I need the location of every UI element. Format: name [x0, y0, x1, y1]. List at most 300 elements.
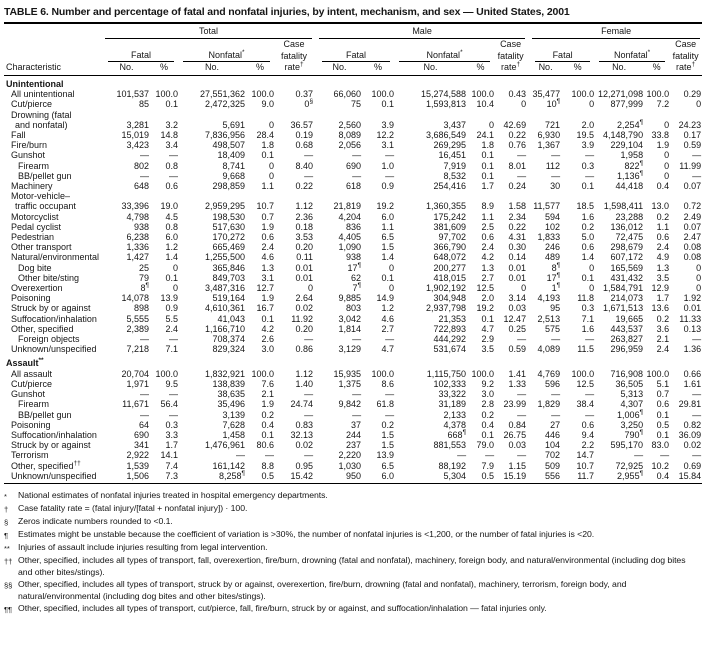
value-cell: 3,686,549	[426, 130, 467, 141]
value-cell: 3,129	[338, 344, 362, 355]
value-cell: 0	[664, 150, 670, 161]
value-cell: 66,060	[333, 89, 362, 100]
value-cell: 19.5	[576, 130, 595, 141]
value-cell: 665,469	[212, 242, 245, 253]
row-label: Overexertion	[11, 283, 63, 294]
footnote	[4, 542, 702, 555]
value-cell: 648,072	[433, 252, 467, 263]
row-label: Other, specified	[11, 323, 74, 334]
value-cell	[275, 76, 314, 90]
value-cell: 14.9	[376, 293, 395, 304]
fatal-label: Fatal	[535, 50, 590, 62]
value-cell	[644, 110, 670, 120]
value-cell: 3.3	[165, 429, 178, 440]
value-cell: —	[169, 389, 178, 400]
value-cell: 100.0	[371, 368, 395, 379]
value-cell: 3.14	[508, 293, 527, 304]
value-cell: —	[551, 170, 561, 181]
value-cell: 803	[346, 303, 362, 314]
row-label: BB/pellet gun	[18, 409, 72, 420]
row-label: Pedestrian	[11, 232, 55, 243]
value-cell: 0.7	[656, 389, 670, 400]
value-cell: 1,006¶	[617, 408, 644, 420]
value-cell: 100.0	[471, 368, 495, 379]
value-cell: —	[352, 334, 362, 345]
value-cell: 79	[138, 272, 149, 283]
footnote-symbol: †	[4, 505, 9, 515]
row-label: Machinery	[11, 181, 53, 192]
value-cell: 0.29	[683, 89, 702, 100]
value-cell: 100.0	[155, 89, 178, 100]
value-cell: 0.7	[261, 211, 274, 222]
value-cell: 12.5	[576, 378, 595, 389]
value-cell: 1.40	[295, 378, 314, 389]
value-cell: 4,769	[537, 368, 561, 379]
value-cell: 4.31	[508, 232, 527, 243]
value-cell: 0.3	[165, 419, 178, 430]
value-cell: 229,104	[610, 140, 644, 151]
value-cell: 1,458	[222, 429, 245, 440]
value-cell: 56.4	[160, 399, 178, 410]
value-cell: 0	[489, 119, 495, 130]
value-cell	[495, 110, 527, 120]
value-cell	[318, 191, 362, 201]
value-cell	[395, 191, 467, 201]
value-cell: 0	[589, 99, 595, 110]
value-cell: 27,551,362	[199, 89, 245, 100]
value-cell: 708,374	[212, 334, 245, 345]
value-cell	[670, 191, 702, 201]
value-cell: 0.01	[508, 272, 527, 283]
value-cell: 9,885	[338, 293, 362, 304]
value-cell: 1.36	[683, 344, 702, 355]
value-cell: 3.6	[656, 323, 670, 334]
footnote-symbol: ††	[4, 557, 13, 567]
value-cell: 170,272	[212, 232, 245, 243]
value-cell: 0	[389, 262, 395, 273]
value-cell: 556	[531, 471, 561, 484]
footnote-text: Zeros indicate numbers rounded to <0.1.	[18, 516, 173, 527]
value-cell: 2,922	[126, 450, 149, 461]
value-cell: 2,955¶	[595, 471, 644, 484]
value-cell: 2.4	[481, 242, 495, 253]
value-cell	[595, 191, 644, 201]
table-row	[4, 99, 702, 109]
value-cell: 0.2	[261, 409, 274, 420]
value-cell: 0.17	[683, 130, 702, 141]
value-cell: 1.4	[581, 252, 595, 263]
value-cell: 0.11	[296, 252, 314, 263]
value-cell: 0.43	[508, 89, 527, 100]
value-cell: 0.01	[508, 262, 527, 273]
nonfatal-label: Nonfatal*	[183, 50, 270, 62]
table-row	[4, 344, 702, 354]
value-cell: 7.1	[165, 344, 178, 355]
value-cell: 1.5	[381, 429, 395, 440]
value-cell: 64	[138, 419, 149, 430]
value-cell: 2.47	[683, 232, 702, 243]
value-cell: 5,313	[620, 389, 644, 400]
value-cell: 0.02	[295, 303, 314, 314]
value-cell: 10.4	[476, 99, 495, 110]
value-cell: 1.0	[381, 160, 395, 171]
value-cell: 14.7	[576, 450, 595, 461]
value-cell: 13.6	[651, 303, 670, 314]
table-row	[4, 303, 702, 313]
table-row	[4, 273, 702, 283]
value-cell: 0	[664, 170, 670, 181]
value-cell: 3,139	[222, 409, 245, 420]
column-group-female	[531, 26, 702, 39]
value-cell: 0.2	[381, 419, 395, 430]
value-cell: 12.9	[651, 283, 670, 294]
value-cell: 1.2	[381, 303, 395, 314]
table-row	[4, 314, 702, 324]
value-cell: 0	[521, 283, 527, 294]
value-cell: 35,496	[217, 399, 245, 410]
value-cell: 42.69	[503, 119, 527, 130]
value-cell: 0.9	[165, 303, 178, 314]
row-label: Foreign objects	[18, 334, 80, 345]
value-cell	[275, 191, 314, 201]
value-cell: 2.4	[165, 323, 178, 334]
value-cell: 15.42	[275, 471, 314, 484]
table-row	[4, 263, 702, 273]
value-cell: 2.4	[261, 242, 274, 253]
no-header: No.	[104, 62, 150, 76]
value-cell: 0.6	[481, 232, 495, 243]
value-cell: 8,089	[338, 130, 362, 141]
value-cell: 11.33	[679, 313, 702, 324]
value-cell: —	[634, 450, 644, 461]
value-cell: 668¶	[447, 428, 467, 440]
value-cell: 517,630	[212, 221, 245, 232]
row-label: Firearm	[18, 160, 49, 171]
value-cell: 9.5	[165, 378, 178, 389]
table-row	[4, 389, 702, 399]
value-cell: 0.2	[656, 313, 670, 324]
value-cell: 11.7	[561, 471, 595, 484]
value-cell: 15.84	[670, 471, 702, 484]
table-row	[4, 283, 702, 293]
value-cell: 1.33	[508, 378, 527, 389]
value-cell: —	[304, 450, 314, 461]
value-cell: —	[169, 150, 178, 161]
value-cell: 175,242	[433, 211, 467, 222]
nonfatal-header	[179, 50, 275, 62]
value-cell: 0.1	[381, 272, 395, 283]
value-cell: 0.01	[295, 262, 314, 273]
value-cell: 33,322	[438, 389, 467, 400]
value-cell: 1.7	[165, 440, 178, 451]
value-cell	[275, 354, 314, 368]
row-label: Pedal cyclist	[11, 221, 62, 232]
nonfatal-label: Nonfatal*	[399, 50, 490, 62]
value-cell	[561, 76, 595, 90]
value-cell: 0.14	[508, 252, 527, 263]
pct-header: %	[561, 62, 595, 76]
value-cell: 1¶	[551, 282, 561, 294]
group-header-row	[4, 26, 702, 39]
footnote-text: Case fatality rate = (fatal injury/[fatal + nonfatal injury]) · 100.	[18, 503, 248, 514]
value-cell: 10.7	[256, 201, 274, 212]
value-cell: 4,405	[338, 232, 362, 243]
table-row	[4, 334, 702, 344]
value-cell: 0.59	[683, 140, 702, 151]
value-cell: 4,204	[338, 211, 362, 222]
value-cell: 0.22	[508, 130, 527, 141]
value-cell: 0.1	[481, 170, 495, 181]
value-cell	[561, 354, 595, 368]
value-cell: 2,254¶	[617, 118, 644, 130]
value-cell: 1.7	[481, 181, 495, 192]
value-cell: 200,277	[433, 262, 467, 273]
subgroup-header-row	[4, 50, 702, 62]
table-row	[4, 399, 702, 409]
value-cell: —	[140, 334, 149, 345]
value-cell: 2.7	[481, 272, 495, 283]
value-cell: —	[304, 170, 314, 181]
value-cell	[104, 191, 150, 201]
value-cell: 0.03	[508, 440, 527, 451]
table-row	[4, 461, 702, 471]
value-cell: 877,999	[610, 99, 644, 110]
value-cell: 0	[589, 262, 595, 273]
value-cell: 33.8	[651, 130, 670, 141]
empty-cell	[4, 39, 104, 50]
value-cell: 161,142	[212, 460, 245, 471]
row-label: Fall	[11, 130, 26, 141]
value-cell: —	[692, 389, 702, 400]
value-cell: 2.2	[581, 440, 595, 451]
row-label: All assault	[11, 368, 53, 379]
value-cell	[670, 110, 702, 120]
value-cell: 418,015	[433, 272, 467, 283]
no-header: No.	[318, 62, 362, 76]
fatal-header	[318, 50, 395, 62]
value-cell: 3,281	[126, 119, 149, 130]
value-cell: 9.4	[581, 429, 595, 440]
empty-cell	[318, 39, 495, 50]
value-cell: 0.1	[581, 272, 595, 283]
value-cell: 1.9	[261, 399, 274, 410]
table-row	[4, 181, 702, 191]
value-cell: 1,030	[338, 460, 362, 471]
value-cell: 1,902,192	[426, 283, 467, 294]
value-cell: 0.24	[508, 181, 527, 192]
value-cell: 3,437	[443, 119, 467, 130]
value-cell: 0	[172, 262, 178, 273]
value-cell: 0	[389, 283, 395, 294]
value-cell: 44,418	[615, 181, 644, 192]
value-cell: 938	[133, 221, 149, 232]
value-cell: 1,832,921	[204, 368, 245, 379]
value-cell: 950	[318, 471, 362, 484]
value-cell: 85	[138, 99, 149, 110]
value-cell: 4.6	[261, 252, 274, 263]
value-cell: 0.5	[246, 471, 275, 484]
value-cell: 4.9	[656, 252, 670, 263]
value-cell: 881,553	[433, 440, 467, 451]
value-cell: 443,537	[610, 323, 644, 334]
value-cell: 8.6	[381, 378, 395, 389]
table-title: TABLE 6. Number and percentage of fatal and nonfatal injuries, by intent, mechanism, and sex — United States, 2001	[4, 6, 702, 24]
value-cell: 3,423	[126, 140, 149, 151]
value-cell: 97,702	[438, 232, 467, 243]
fatal-label: Fatal	[108, 50, 174, 62]
value-cell: 0.6	[581, 419, 595, 430]
value-cell: 0	[268, 119, 274, 130]
value-cell: 3.9	[581, 140, 595, 151]
value-cell: 14.1	[160, 450, 178, 461]
empty-cell	[4, 26, 104, 39]
value-cell: 3.0	[261, 344, 274, 355]
case-fatality-header: Case	[283, 39, 305, 49]
value-cell: 1.12	[295, 201, 314, 212]
value-cell: —	[385, 389, 395, 400]
value-cell: 4.6	[381, 313, 395, 324]
value-cell: 702	[545, 450, 561, 461]
footnote-text: Other, specified, includes all types of transport, cut/pierce, fall, fire/burn, struck by or against, and suffocation/inhalation — fatal injuries only.	[18, 602, 547, 613]
value-cell: 2.49	[683, 211, 702, 222]
value-cell: 104	[545, 440, 561, 451]
table-row	[4, 440, 702, 450]
value-cell: 3.5	[481, 344, 495, 355]
value-cell: —	[169, 409, 178, 420]
value-cell: —	[385, 334, 395, 345]
value-cell: 36.57	[290, 119, 314, 130]
value-cell: 1,598,411	[603, 201, 644, 212]
value-cell: 7.4	[165, 460, 178, 471]
row-label: Unknown/unspecified	[11, 344, 97, 355]
value-cell: 1,506	[104, 471, 150, 484]
value-cell: 0.72	[683, 201, 702, 212]
table-row	[4, 369, 702, 379]
value-cell: —	[485, 450, 495, 461]
value-cell	[179, 110, 246, 120]
value-cell	[246, 110, 275, 120]
footnote-symbol: **	[4, 544, 10, 554]
value-cell: —	[692, 150, 702, 161]
no-header: No.	[179, 62, 246, 76]
value-cell: 12.2	[376, 130, 395, 141]
row-label: Terrorism	[11, 450, 49, 461]
table-row	[4, 212, 702, 222]
value-cell: 0.69	[683, 460, 702, 471]
table-row	[4, 450, 702, 460]
value-cell	[644, 191, 670, 201]
value-cell: 1.6	[581, 211, 595, 222]
value-cell: 2.4	[656, 242, 670, 253]
value-cell: 237	[346, 440, 362, 451]
value-cell	[561, 191, 595, 201]
table-row	[4, 324, 702, 334]
value-cell: 11.5	[577, 344, 595, 355]
value-cell: 0.1	[381, 99, 395, 110]
value-cell: 100.0	[471, 89, 495, 100]
value-cell: 0.6	[656, 232, 670, 243]
value-cell	[595, 110, 644, 120]
footnote	[4, 579, 702, 602]
value-cell: 836	[346, 221, 362, 232]
value-cell	[150, 76, 179, 90]
value-cell	[495, 76, 527, 90]
value-cell: 28.4	[256, 130, 274, 141]
value-cell: 25	[138, 262, 149, 273]
value-cell: 0.95	[295, 460, 314, 471]
value-cell: 6.0	[165, 232, 178, 243]
value-cell: 0.1	[165, 272, 178, 283]
value-cell: 0.2	[656, 211, 670, 222]
value-cell	[318, 354, 362, 368]
value-cell: 2.7	[381, 323, 395, 334]
value-cell: 938	[346, 252, 362, 263]
value-cell: 9.2	[481, 378, 495, 389]
value-cell: 21,819	[333, 201, 362, 212]
footnote-symbol: §	[4, 518, 9, 528]
value-cell: 0§	[304, 98, 314, 110]
value-cell	[595, 354, 644, 368]
value-cell: 23.99	[503, 399, 527, 410]
value-cell: 101,537	[116, 89, 149, 100]
value-cell	[150, 191, 179, 201]
value-cell: 15.19	[495, 471, 527, 484]
value-cell: 0.84	[508, 419, 527, 430]
value-cell: 214,073	[610, 293, 644, 304]
nonfatal-header	[595, 50, 670, 62]
value-cell: 1,971	[126, 378, 149, 389]
value-cell	[362, 191, 395, 201]
value-cell: 1,360,355	[426, 201, 467, 212]
value-cell: 10.7	[576, 460, 595, 471]
value-cell: 690	[346, 160, 362, 171]
value-cell: 0.19	[295, 130, 314, 141]
value-cell: 0.07	[683, 221, 702, 232]
value-cell: 2.1	[261, 389, 274, 400]
column-group-male	[318, 26, 527, 39]
row-label: and nonfatal)	[15, 119, 68, 130]
value-cell: 0	[696, 283, 702, 294]
value-cell: —	[352, 409, 362, 420]
value-cell: —	[551, 409, 561, 420]
value-cell: —	[517, 389, 527, 400]
pct-header: %	[467, 62, 495, 76]
rate-header: rate†	[275, 62, 314, 76]
value-cell: 3.4	[165, 140, 178, 151]
value-cell: —	[304, 409, 314, 420]
table-row	[4, 379, 702, 389]
value-cell: 0.22	[508, 221, 527, 232]
value-cell: 8,741	[222, 160, 245, 171]
column-group-total	[104, 26, 314, 39]
value-cell: 9,842	[338, 399, 362, 410]
value-cell: 0.8	[165, 221, 178, 232]
value-cell: 100.0	[646, 89, 670, 100]
value-cell: 2.4	[656, 344, 670, 355]
value-cell: 8.01	[508, 160, 527, 171]
value-cell: 1.4	[381, 252, 395, 263]
value-cell	[104, 76, 150, 90]
row-label: Dog bite	[18, 262, 52, 273]
value-cell: 4,378	[443, 419, 467, 430]
value-cell: —	[457, 450, 467, 461]
value-cell: —	[304, 389, 314, 400]
value-cell: 165,569	[610, 262, 644, 273]
value-cell: 0.1	[261, 150, 274, 161]
value-cell: 607,172	[610, 252, 644, 263]
value-cell: 9,668	[222, 170, 245, 181]
value-cell: 2.0	[481, 293, 495, 304]
